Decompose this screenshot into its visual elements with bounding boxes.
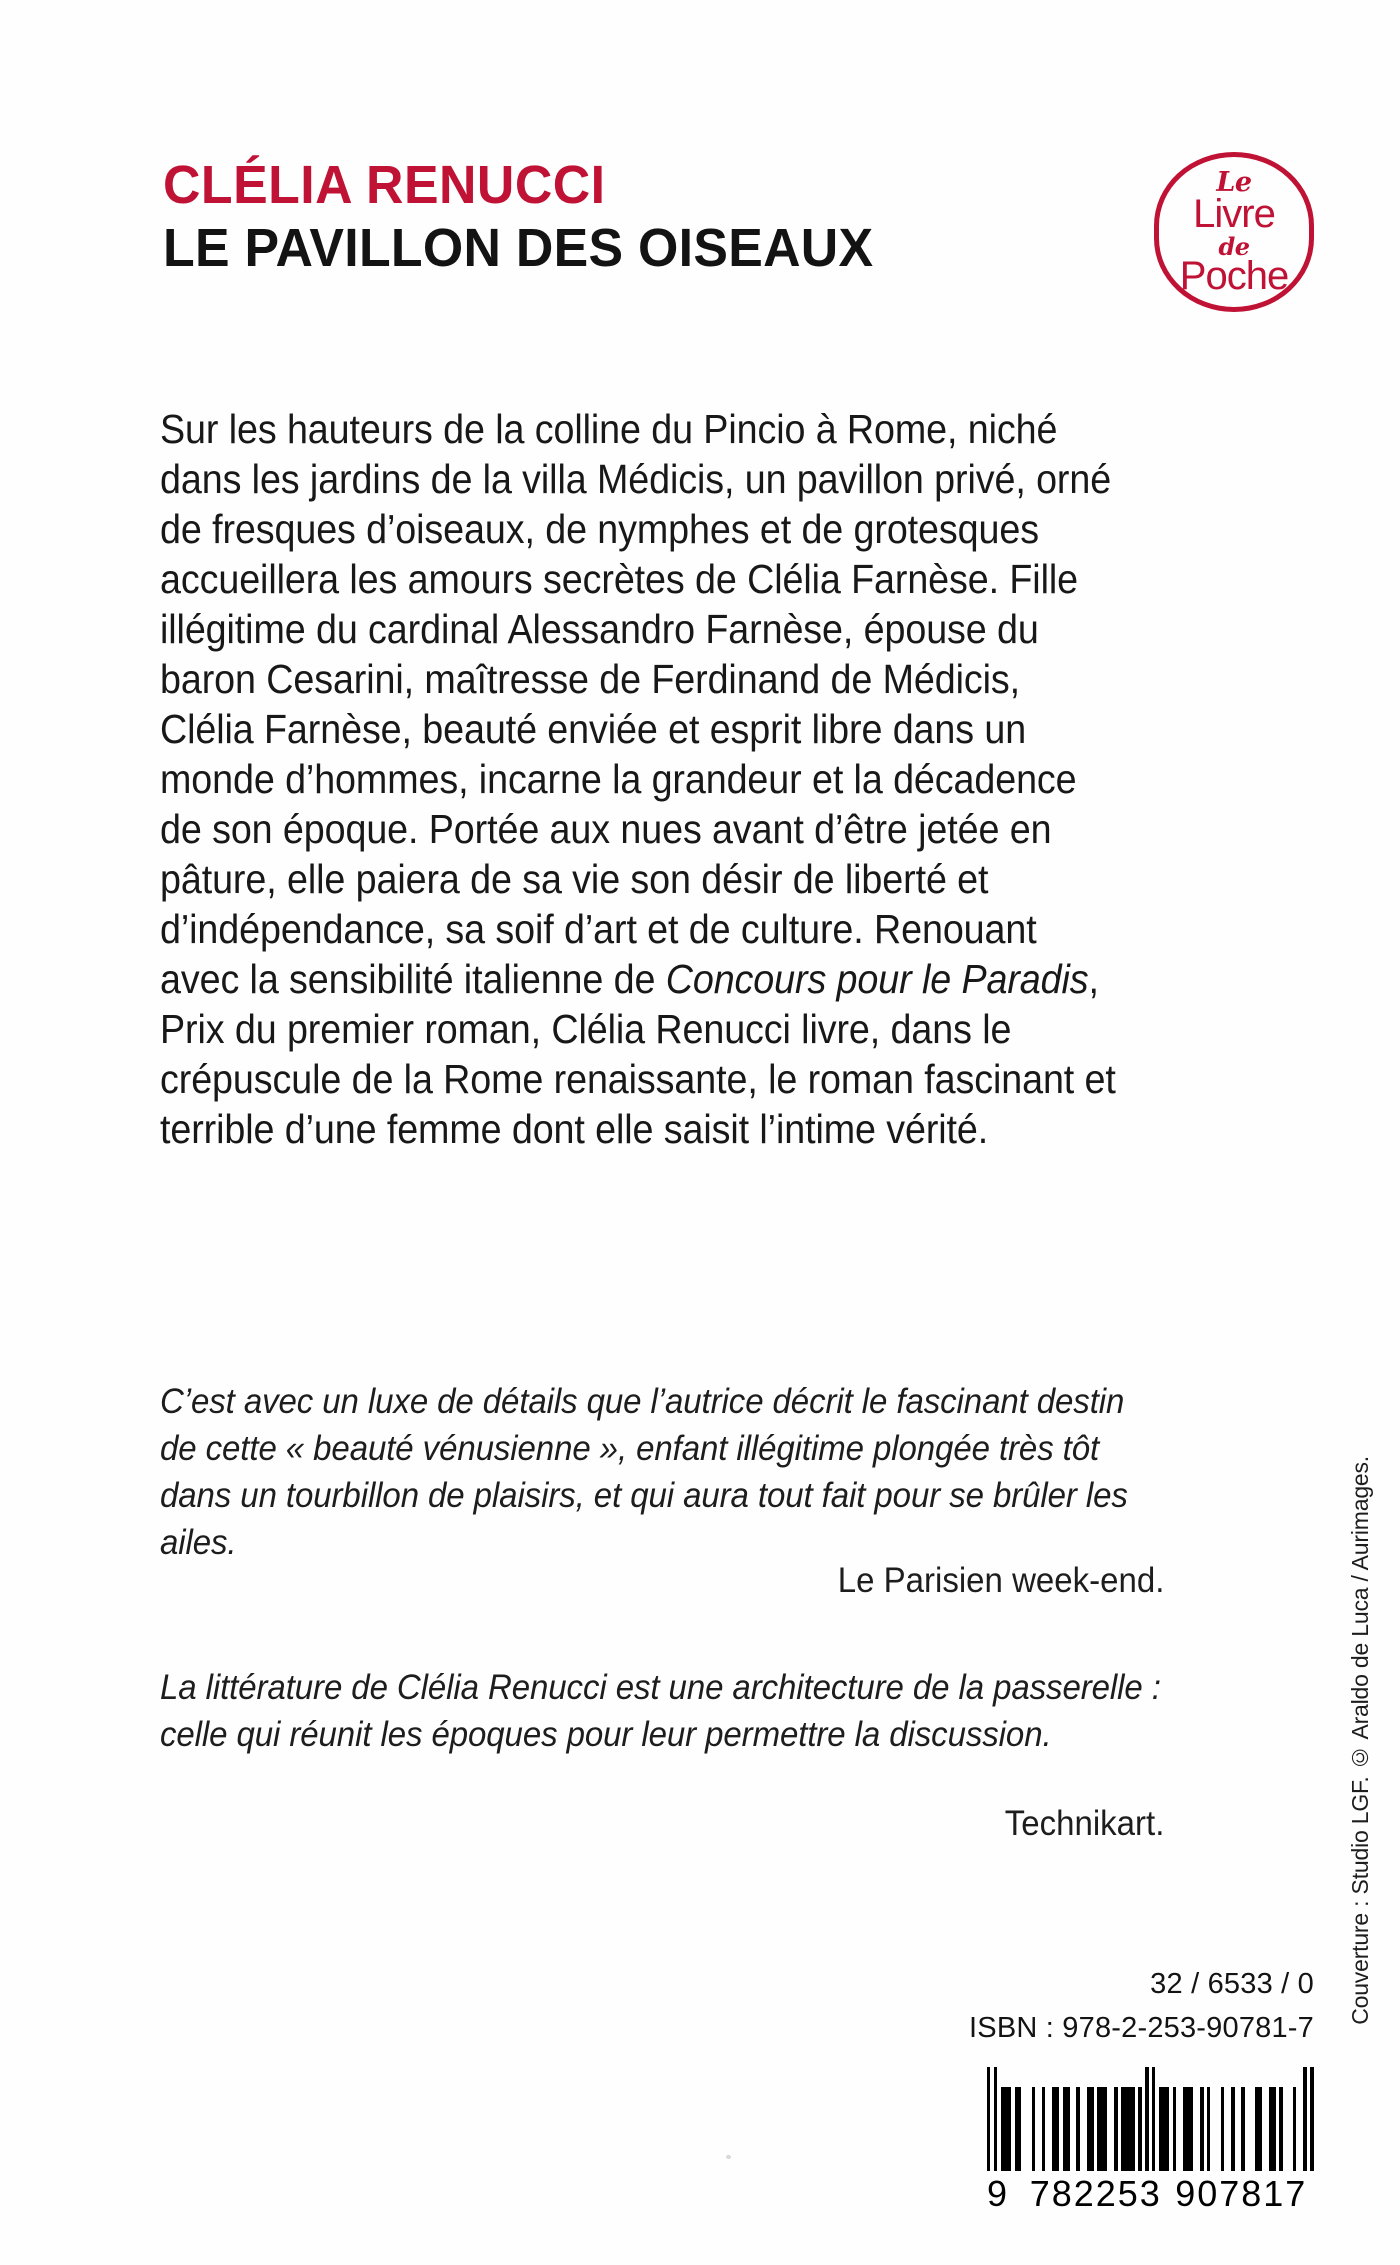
barcode-lead-digit: 9	[987, 2173, 1010, 2214]
catalog-number: 32 / 6533 / 0	[1150, 1968, 1314, 2000]
blurb-part-1: Sur les hauteurs de la colline du Pincio à Rome, niché dans les jardins de la villa Médicis, un pavillon privé, orné de fresques d’oiseaux, de nymphes et de grotesques accueillera les amours secrètes de Clélia Farnèse. Fille illégitime du cardinal Alessandro Farnèse, épouse du baron Cesarini, maîtresse de Ferdinand de Médicis, Clélia Farnèse, beauté enviée et esprit libre dans un monde d’hommes, incarne la grandeur et la décadence de son époque. Portée aux nues avant d’être jetée en pâture, elle paiera de sa vie son désir de liberté et d’indépendance, sa soif d’art et de culture. Renouant avec la sensibilité italienne de	[160, 406, 1112, 1002]
cover-header	[163, 155, 1063, 279]
barcode-left-group: 782253	[1029, 2173, 1162, 2214]
logo-text-stack	[1154, 152, 1314, 312]
logo-line-de: de	[1218, 231, 1250, 261]
cover-credit: Couverture : Studio LGF. © Araldo de Luca / Aurimages.	[1347, 1456, 1373, 2025]
logo-line-le: Le	[1216, 166, 1252, 198]
barcode-digits	[987, 2173, 1314, 2215]
press-quote: C’est avec un luxe de détails que l’autrice décrit le fascinant destin de cette « beauté vénusienne », enfant illégitime plongée très tôt dans un tourbillon de plaisirs, et qui aura tout fait pour se brûler les ailes.	[160, 1381, 1128, 1562]
publisher-logo	[1154, 152, 1314, 312]
blurb-part-2: , Prix du premier roman, Clélia Renucci livre, dans le crépuscule de la Rome renaissante, le roman fascinant et terrible d’une femme dont elle saisit l’intime vérité.	[160, 956, 1116, 1152]
author-name: CLÉLIA RENUCCI	[163, 155, 606, 215]
barcode-bars	[987, 2063, 1314, 2171]
barcode-right-group: 907817	[1175, 2173, 1308, 2214]
press-source: Le Parisien week-end.	[837, 1560, 1165, 1600]
book-blurb	[160, 404, 1118, 1154]
logo-line-poche: Poche	[1179, 253, 1289, 298]
blurb-italic-work-title: Concours pour le Paradis	[665, 956, 1089, 1002]
page-title: LE PAVILLON DES OISEAUX	[163, 218, 874, 279]
printing-mark	[726, 2155, 731, 2159]
code-block	[969, 1962, 1314, 2050]
logo-line-livre: Livre	[1193, 191, 1275, 236]
press-source: Technikart.	[1004, 1803, 1165, 1843]
press-quote: La littérature de Clélia Renucci est une architecture de la passerelle : celle qui réunit les époques pour leur permettre la discussion.	[160, 1667, 1161, 1754]
isbn-number: ISBN : 978-2-253-90781-7	[969, 2012, 1314, 2044]
barcode	[987, 2063, 1314, 2215]
